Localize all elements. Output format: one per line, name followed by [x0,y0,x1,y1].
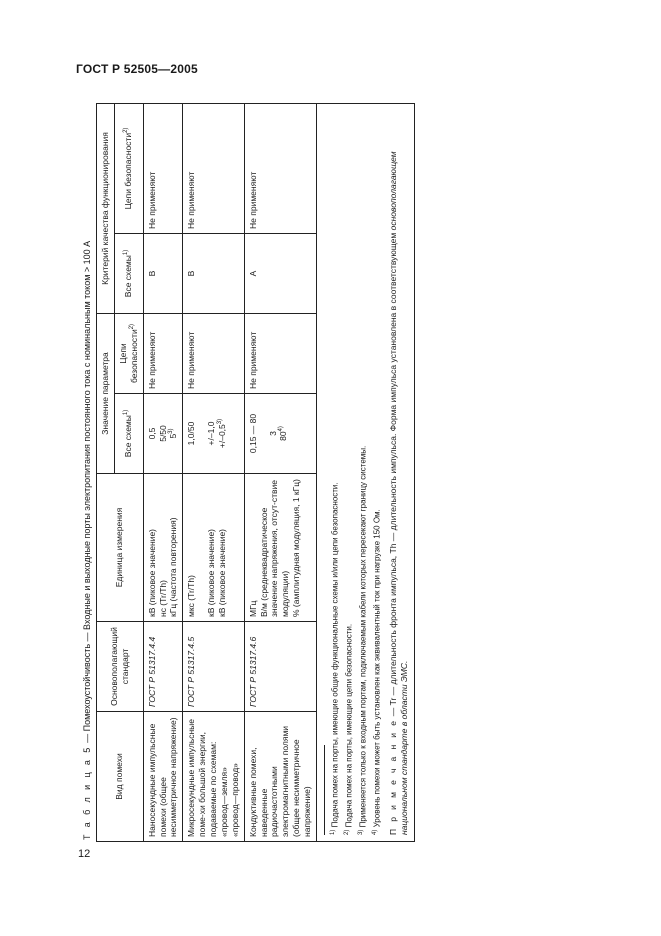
header-all-circuits: Все схемы$^{1)}$ [114,394,143,474]
cell-disturbance: Кондуктивные помехи, наведенные радиочастотными электромагнитными полями (общее несимметричное напряжение) [244,712,316,842]
header-standard: Основополагающий стандарт [97,622,144,712]
cell-criterion-safety: Не применяют [183,103,244,233]
table-caption [82,241,94,840]
note-label: П р и м е ч а н и е [388,718,399,835]
table-caption-label: Т а б л и ц а 5 [82,745,92,840]
header-param-value: Значение параметра [97,313,115,473]
footnote-1: $^{1)}$ Подача помех на порты, имеющие общие функциональные схемы и/или цепи безопасности. [329,482,340,835]
cell-unit: МГц В/м (среднеквадратическое значение напряжения, отсут-ствие модуляции) % (амплитудная модуляция, 1 кГц) [244,474,316,622]
table-row [143,103,183,841]
cell-value-all: 0,15 — 80 3 80$^{4)}$ [244,394,316,474]
cell-criterion-safety: Не применяют [244,103,316,233]
footnote-2: $^{2)}$ Подача помех на порты, имеющие цепи безопасности. [343,623,354,835]
table-row [183,103,244,841]
cell-disturbance: Микросекундные импульсные поме-хи большой энергии, подаваемые по схемам: «провод—земля» «провод—провод» [183,712,244,842]
footnote-3: $^{3)}$ Применяется только к входным портам, подключаемым кабели которых пересекают границу системы. [357,445,368,835]
note-text: — Tr — длительность фронта импульса, Th — длительность импульса. Форма импульса установлена в соответствующем [388,230,399,719]
cell-standard: ГОСТ Р 51317.4.4 [143,622,183,712]
cell-unit: мкс (Tr/Th) кВ (пиковое значение) кВ (пиковое значение) [183,474,244,622]
header-safety-circuits: Цепи безопасности$^{2)}$ [114,313,143,393]
note-italic: основополагающем национальном стандарте в области ЭМС. [388,151,410,835]
cell-standard: ГОСТ Р 51317.4.5 [183,622,244,712]
immunity-table [96,103,415,842]
cell-value-safety: Не применяют [183,313,244,393]
cell-value-all: 0,5 5/50 5$^{3)}$ [143,394,183,474]
header-criterion-safety-circuits: Цепи безопасности$^{2)}$ [114,103,143,233]
cell-criterion-safety: Не применяют [143,103,183,233]
notes-row [316,103,414,841]
header-criterion: Критерий качества функционирования [97,103,115,313]
footnote-rule [324,745,325,835]
cell-criterion-all: В [183,233,244,313]
cell-value-all: 1,0/50 +/–1,0 $+/-0,5^{3)}$ [183,394,244,474]
document-header: ГОСТ Р 52505—2005 [76,62,198,76]
cell-standard: ГОСТ Р 51317.4.6 [244,622,316,712]
cell-disturbance: Наносекундные импульсные помехи (общее несимметричное напряжение) [143,712,183,842]
footnote-4: $^{4)}$ Уровень помехи может быть установлен как эквивалентный ток при нагрузке 150 Ом. [371,509,382,835]
header-unit: Единица измерения [97,474,144,622]
table-note [388,110,410,835]
cell-criterion-all: В [143,233,183,313]
table-notes [316,103,414,841]
page-number: 12 [78,848,91,860]
rotated-table-area [80,102,500,842]
cell-criterion-all: А [244,233,316,313]
header-criterion-all-circuits: Все схемы$^{1)}$ [114,233,143,313]
cell-value-safety: Не применяют [244,313,316,393]
cell-value-safety: Не применяют [143,313,183,393]
cell-unit: кВ (пиковое значение) нс (Tr/Th) кГц (частота повторения) [143,474,183,622]
header-disturbance: Вид помехи [97,712,144,842]
table-row [244,103,316,841]
table-caption-text: — Помехоустойчивость — Входные и выходные порты электропитания постоянного тока с номинальным током > 100 А [82,240,92,746]
